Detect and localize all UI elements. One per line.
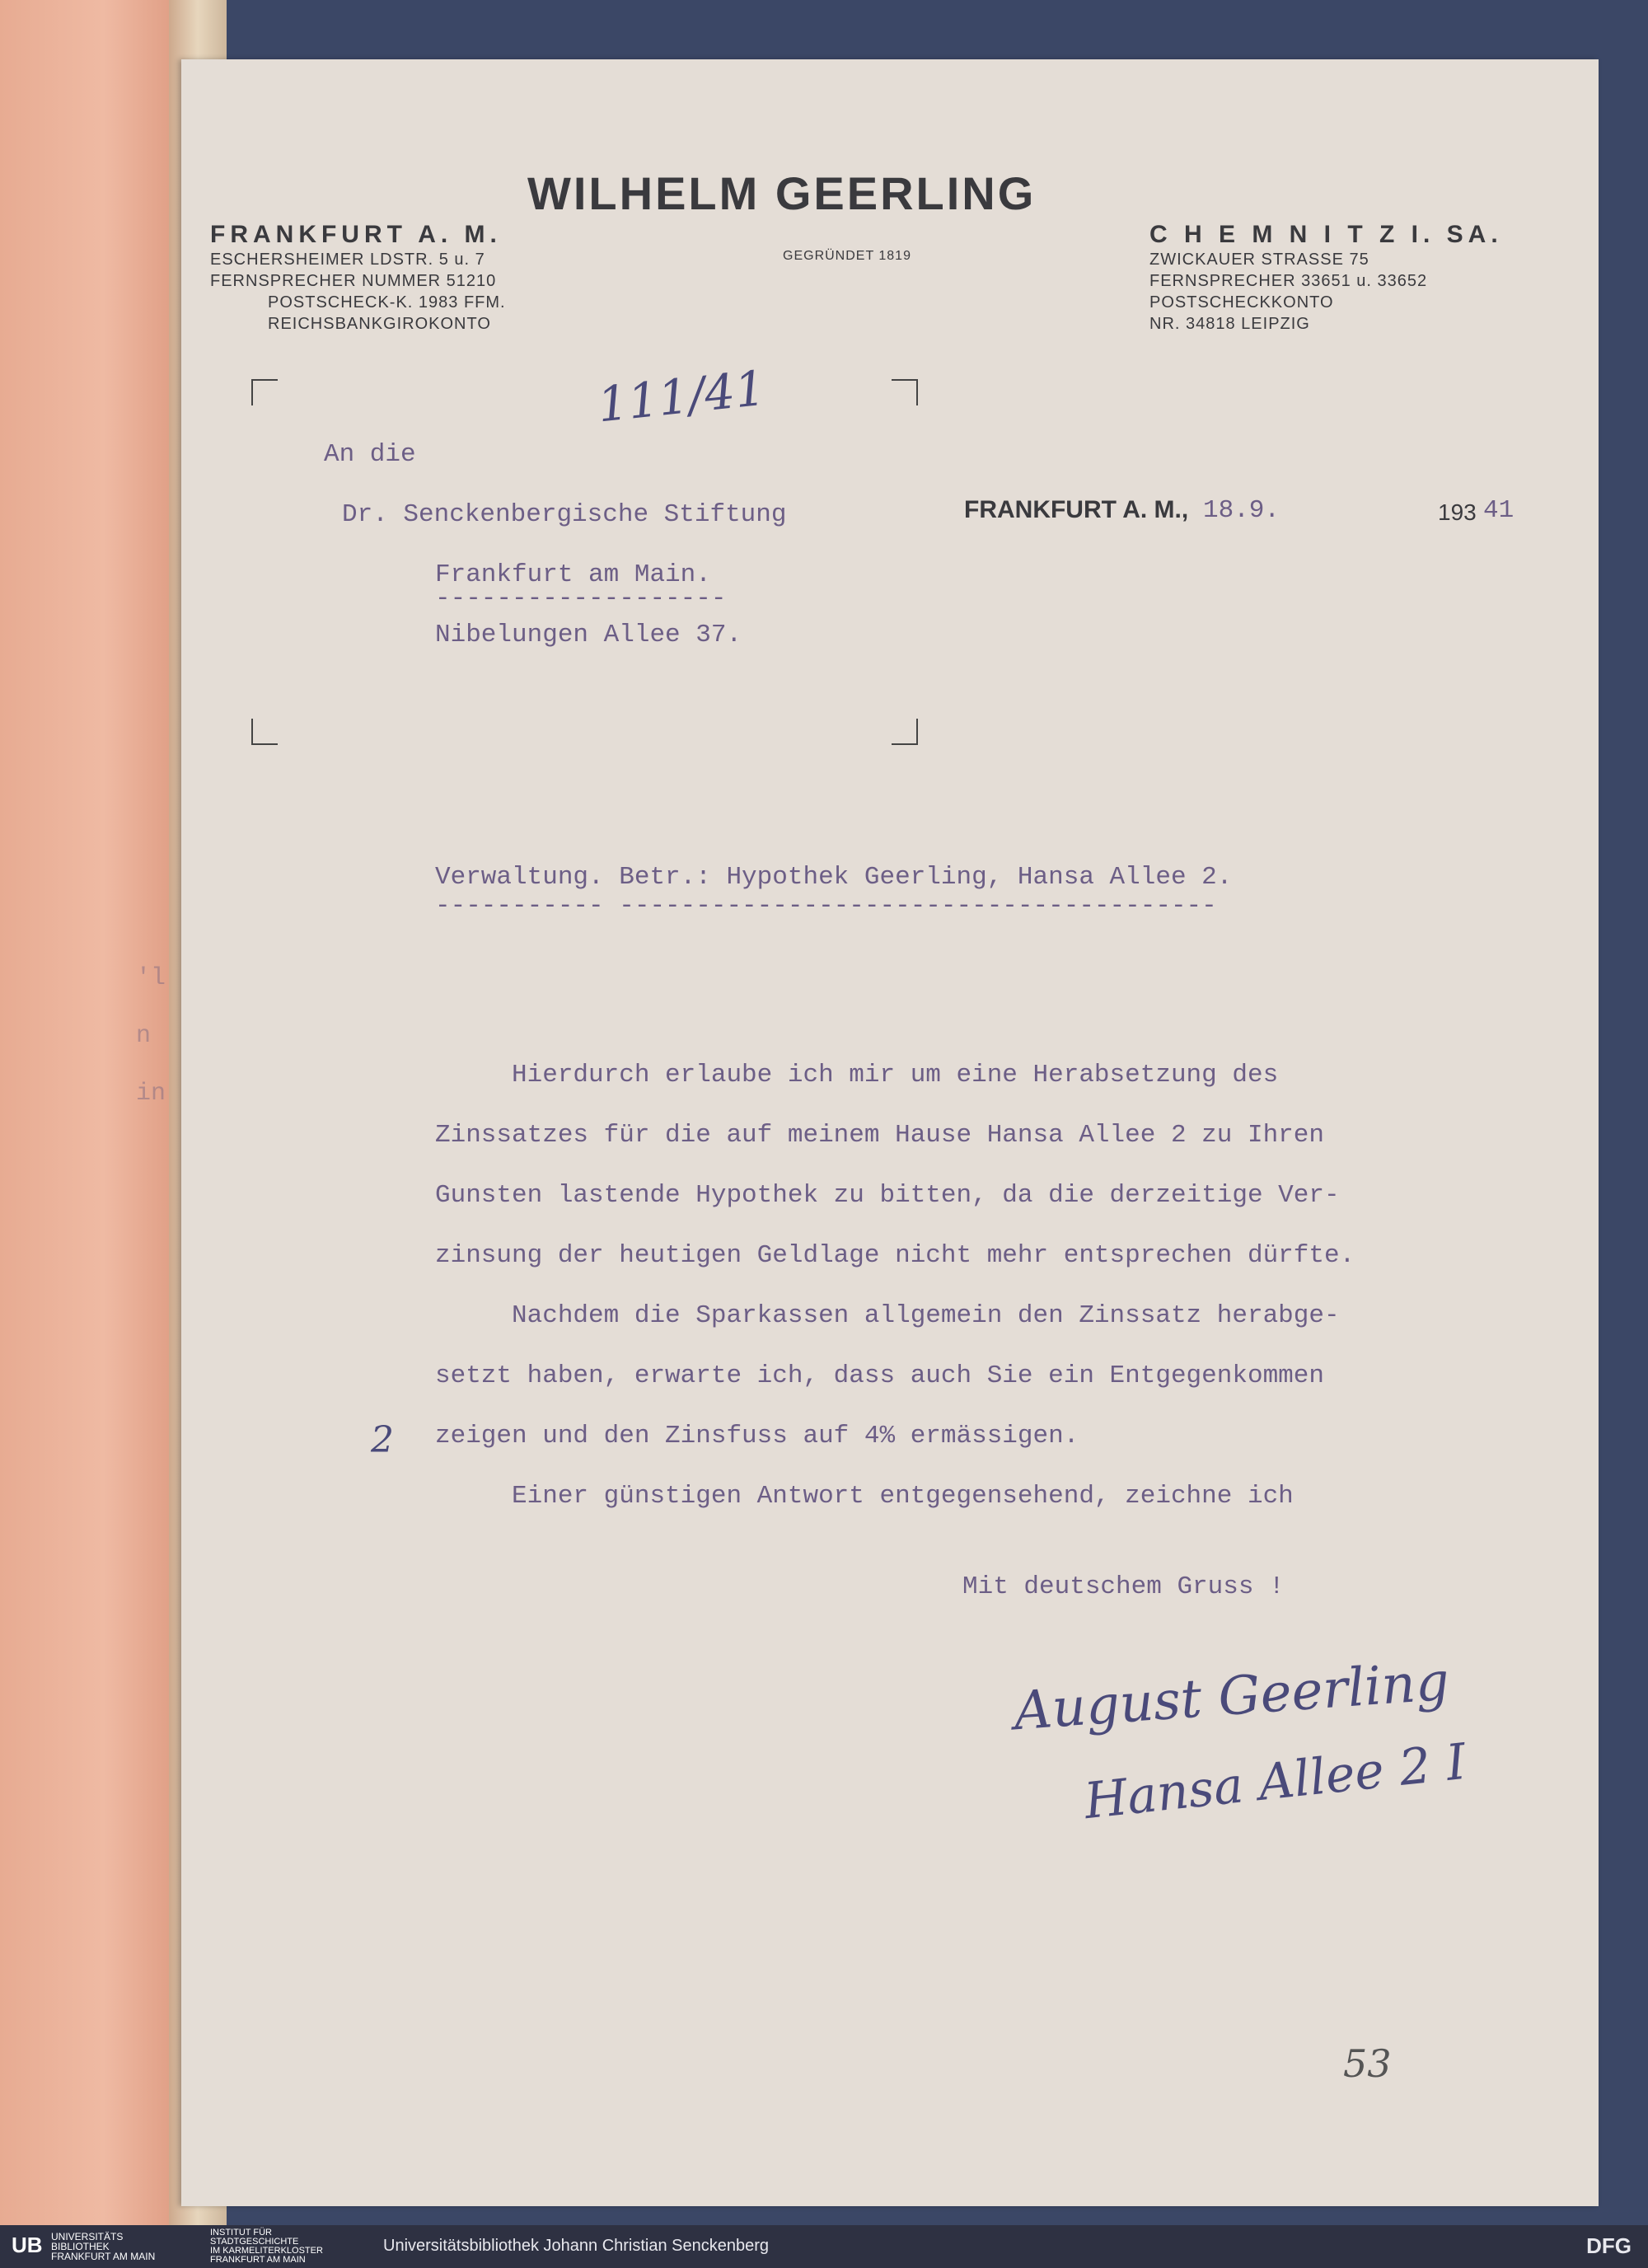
bleed-through-text: in — [136, 1080, 166, 1108]
office-city: C H E M N I T Z I. SA. — [1149, 221, 1503, 248]
ub-text-line: BIBLIOTHEK — [51, 2241, 110, 2252]
window-mark-top-right — [892, 379, 918, 405]
dfg-logo: DFG — [1586, 2233, 1632, 2258]
bleed-through-text: 'l — [136, 964, 166, 992]
recipient-underline: ------------------- — [435, 584, 727, 613]
address-line: FERNSPRECHER NUMMER 51210 — [210, 272, 497, 290]
address-line: POSTSCHECK-K. 1983 FFM. — [268, 293, 506, 312]
body-line: Hierdurch erlaube ich mir um eine Herabsetzung des — [435, 1061, 1279, 1089]
office-city: FRANKFURT A. M. — [210, 221, 502, 248]
dateline-year-typed: 41 — [1483, 496, 1515, 525]
address-line: POSTSCHECKKONTO — [1149, 293, 1334, 312]
isg-text-line: IM KARMELITERKLOSTER — [210, 2246, 323, 2256]
isg-text-line: STADTGESCHICHTE — [210, 2237, 299, 2247]
window-mark-top-left — [251, 379, 278, 405]
company-name: WILHELM GEERLING — [527, 167, 1037, 219]
ub-text-line: FRANKFURT AM MAIN — [51, 2251, 156, 2262]
body-line: zinsung der heutigen Geldlage nicht mehr entsprechen dürfte. — [435, 1241, 1355, 1270]
window-mark-bottom-right — [892, 719, 918, 745]
signature-address: Hansa Allee 2 I — [1081, 1732, 1469, 1831]
body-line: zeigen und den Zinsfuss auf 4% ermässigen. — [435, 1422, 1079, 1450]
body-line: Einer günstigen Antwort entgegensehend, zeichne ich — [435, 1482, 1294, 1511]
closing-salutation: Mit deutschem Gruss ! — [962, 1572, 1285, 1601]
binder-spine — [0, 0, 173, 2225]
footer-bar — [0, 2225, 1648, 2268]
recipient-line: An die — [324, 440, 416, 469]
chemnitz-office-address — [1149, 221, 1503, 335]
isg-logo-text — [210, 2228, 323, 2265]
dateline-city: FRANKFURT A. M., — [964, 496, 1189, 523]
ub-text-line: UNIVERSITÄTS — [51, 2231, 124, 2242]
isg-text-line: INSTITUT FÜR — [210, 2228, 272, 2238]
bleed-through-text: n — [136, 1022, 152, 1050]
subject-underline: ----------- --------------------------------------- — [435, 892, 1217, 921]
letter-paper — [181, 59, 1599, 2206]
file-number: 111/41 — [595, 359, 769, 433]
address-line: ZWICKAUER STRASSE 75 — [1149, 251, 1369, 269]
body-line: Gunsten lastende Hypothek zu bitten, da die derzeitige Ver- — [435, 1181, 1340, 1210]
address-line: REICHSBANKGIROKONTO — [268, 315, 491, 333]
recipient-line: Dr. Senckenbergische Stiftung — [342, 500, 787, 529]
address-line: ESCHERSHEIMER LDSTR. 5 u. 7 — [210, 251, 485, 269]
library-name: Universitätsbibliothek Johann Christian Senckenberg — [383, 2237, 770, 2255]
window-mark-bottom-left — [251, 719, 278, 745]
body-line: Nachdem die Sparkassen allgemein den Zinssatz herabge- — [435, 1301, 1340, 1330]
subject-line: Verwaltung. Betr.: Hypothek Geerling, Hansa Allee 2. — [435, 863, 1233, 892]
dateline-year-printed: 193 — [1438, 499, 1477, 525]
isg-text-line: FRANKFURT AM MAIN — [210, 2255, 306, 2265]
ub-logo: UB — [12, 2233, 43, 2257]
signature-name: August Geerling — [1012, 1651, 1452, 1743]
margin-note: 2 — [371, 1419, 394, 1461]
address-line: FERNSPRECHER 33651 u. 33652 — [1149, 272, 1428, 290]
founded-year: GEGRÜNDET 1819 — [783, 249, 911, 263]
dateline-date: 18.9. — [1203, 496, 1280, 525]
body-line: Zinssatzes für die auf meinem Hause Hansa Allee 2 zu Ihren — [435, 1121, 1324, 1150]
page-number: 53 — [1343, 2041, 1392, 2086]
ub-logo-text — [51, 2232, 155, 2261]
recipient-line: Frankfurt am Main. — [435, 560, 711, 589]
address-line: NR. 34818 LEIPZIG — [1149, 315, 1310, 333]
recipient-line: Nibelungen Allee 37. — [435, 621, 742, 649]
frankfurt-office-address — [210, 221, 506, 335]
body-line: setzt haben, erwarte ich, dass auch Sie ein Entgegenkommen — [435, 1361, 1324, 1390]
